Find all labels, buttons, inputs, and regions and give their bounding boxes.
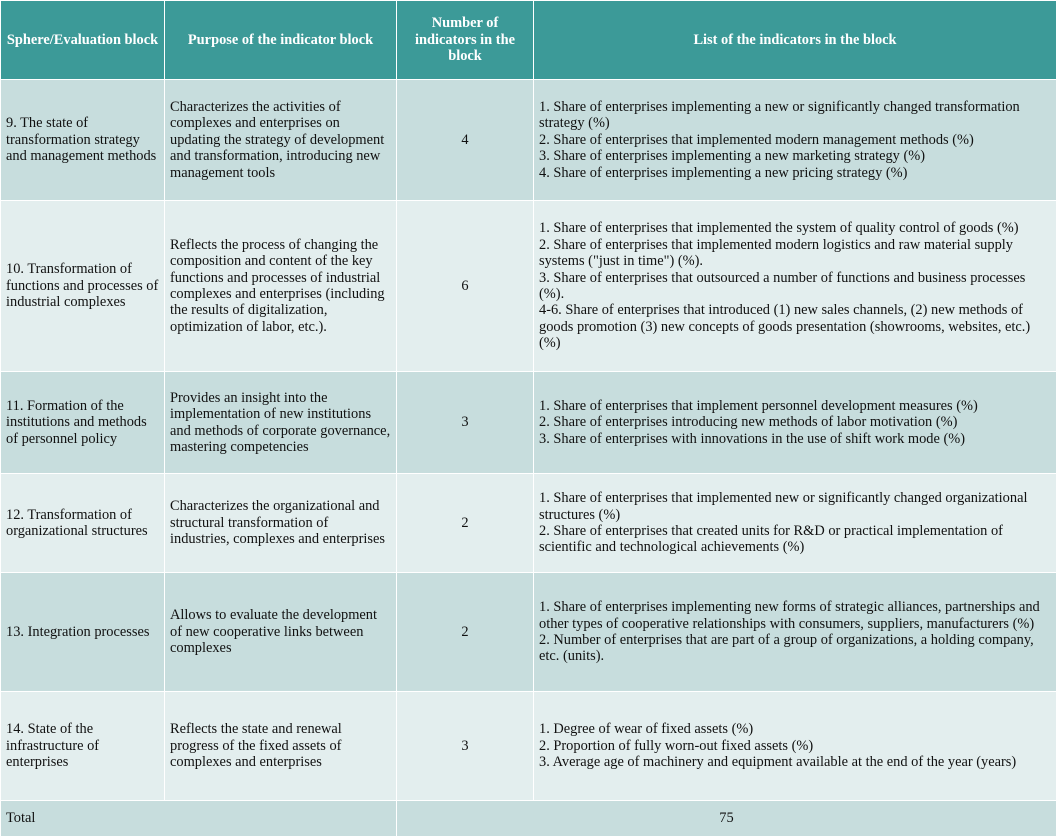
indicator-item: 4-6. Share of enterprises that introduced (1) new sales channels, (2) new methods of goods promotion (3) new concepts of goods presentation (showrooms, websites, etc.) (%) — [539, 302, 1051, 351]
indicator-item: 3. Share of enterprises with innovations in the use of shift work mode (%) — [539, 431, 1051, 447]
indicator-item: 1. Share of enterprises implementing new forms of strategic alliances, partnerships and other types of cooperative relationships with consumers, suppliers, manufacturers (%) — [539, 599, 1051, 632]
indicator-item: 1. Share of enterprises that implemented the system of quality control of goods (%) — [539, 220, 1051, 236]
indicator-item: 2. Number of enterprises that are part of a group of organizations, a holding company, etc. (units). — [539, 632, 1051, 665]
indicator-item: 1. Share of enterprises that implement personnel development measures (%) — [539, 398, 1051, 414]
indicators-cell — [534, 692, 1056, 801]
indicators-cell — [534, 372, 1056, 474]
sphere-cell: 10. Transformation of functions and processes of industrial complexes — [1, 201, 165, 372]
purpose-cell: Reflects the state and renewal progress of the fixed assets of complexes and enterprises — [165, 692, 397, 801]
total-row — [1, 801, 1056, 837]
purpose-cell: Characterizes the activities of complexes and enterprises on updating the strategy of development and transformation, introducing new management tools — [165, 80, 397, 201]
indicators-cell — [534, 573, 1056, 692]
indicator-item: 1. Degree of wear of fixed assets (%) — [539, 721, 1051, 737]
table-row — [1, 201, 1056, 372]
indicators-cell — [534, 474, 1056, 573]
table-header — [1, 1, 1056, 80]
table-row — [1, 80, 1056, 201]
total-label: Total — [1, 801, 397, 837]
table-row — [1, 372, 1056, 474]
count-cell: 6 — [397, 201, 534, 372]
table-row — [1, 692, 1056, 801]
purpose-cell: Allows to evaluate the development of new cooperative links between complexes — [165, 573, 397, 692]
sphere-cell: 12. Transformation of organizational structures — [1, 474, 165, 573]
indicator-item: 1. Share of enterprises that implemented new or significantly changed organizational structures (%) — [539, 490, 1051, 523]
purpose-cell: Characterizes the organizational and structural transformation of industries, complexes and enterprises — [165, 474, 397, 573]
sphere-cell: 13. Integration processes — [1, 573, 165, 692]
header-indicators: List of the indicators in the block — [534, 1, 1056, 80]
indicators-cell — [534, 201, 1056, 372]
header-count: Number of indicators in the block — [397, 1, 534, 80]
count-cell: 2 — [397, 474, 534, 573]
header-purpose: Purpose of the indicator block — [165, 1, 397, 80]
indicator-item: 2. Share of enterprises that created units for R&D or practical implementation of scientific and technological achievements (%) — [539, 523, 1051, 556]
sphere-cell: 14. State of the infrastructure of enterprises — [1, 692, 165, 801]
sphere-cell: 11. Formation of the institutions and methods of personnel policy — [1, 372, 165, 474]
indicator-item: 2. Share of enterprises introducing new methods of labor motivation (%) — [539, 414, 1051, 430]
indicator-item: 3. Share of enterprises that outsourced a number of functions and business processes (%). — [539, 270, 1051, 303]
table-row — [1, 573, 1056, 692]
sphere-cell: 9. The state of transformation strategy and management methods — [1, 80, 165, 201]
indicator-item: 3. Average age of machinery and equipment available at the end of the year (years) — [539, 754, 1051, 770]
header-row — [1, 1, 1056, 80]
table-row — [1, 474, 1056, 573]
indicator-item: 3. Share of enterprises implementing a new marketing strategy (%) — [539, 148, 1051, 164]
purpose-cell: Reflects the process of changing the composition and content of the key functions and processes of industrial complexes and enterprises (including the results of digitalization, optimization of labor, etc.). — [165, 201, 397, 372]
count-cell: 4 — [397, 80, 534, 201]
count-cell: 2 — [397, 573, 534, 692]
indicator-item: 1. Share of enterprises implementing a new or significantly changed transformation strategy (%) — [539, 99, 1051, 132]
indicator-item: 4. Share of enterprises implementing a new pricing strategy (%) — [539, 165, 1051, 181]
count-cell: 3 — [397, 372, 534, 474]
indicator-item: 2. Share of enterprises that implemented modern logistics and raw material supply systems ("just in time") (%). — [539, 237, 1051, 270]
indicator-item: 2. Proportion of fully worn-out fixed assets (%) — [539, 738, 1051, 754]
total-value: 75 — [397, 801, 1056, 837]
indicators-cell — [534, 80, 1056, 201]
purpose-cell: Provides an insight into the implementation of new institutions and methods of corporate governance, mastering competencies — [165, 372, 397, 474]
header-sphere: Sphere/Evaluation block — [1, 1, 165, 80]
table-body — [1, 80, 1056, 837]
count-cell: 3 — [397, 692, 534, 801]
indicator-item: 2. Share of enterprises that implemented modern management methods (%) — [539, 132, 1051, 148]
